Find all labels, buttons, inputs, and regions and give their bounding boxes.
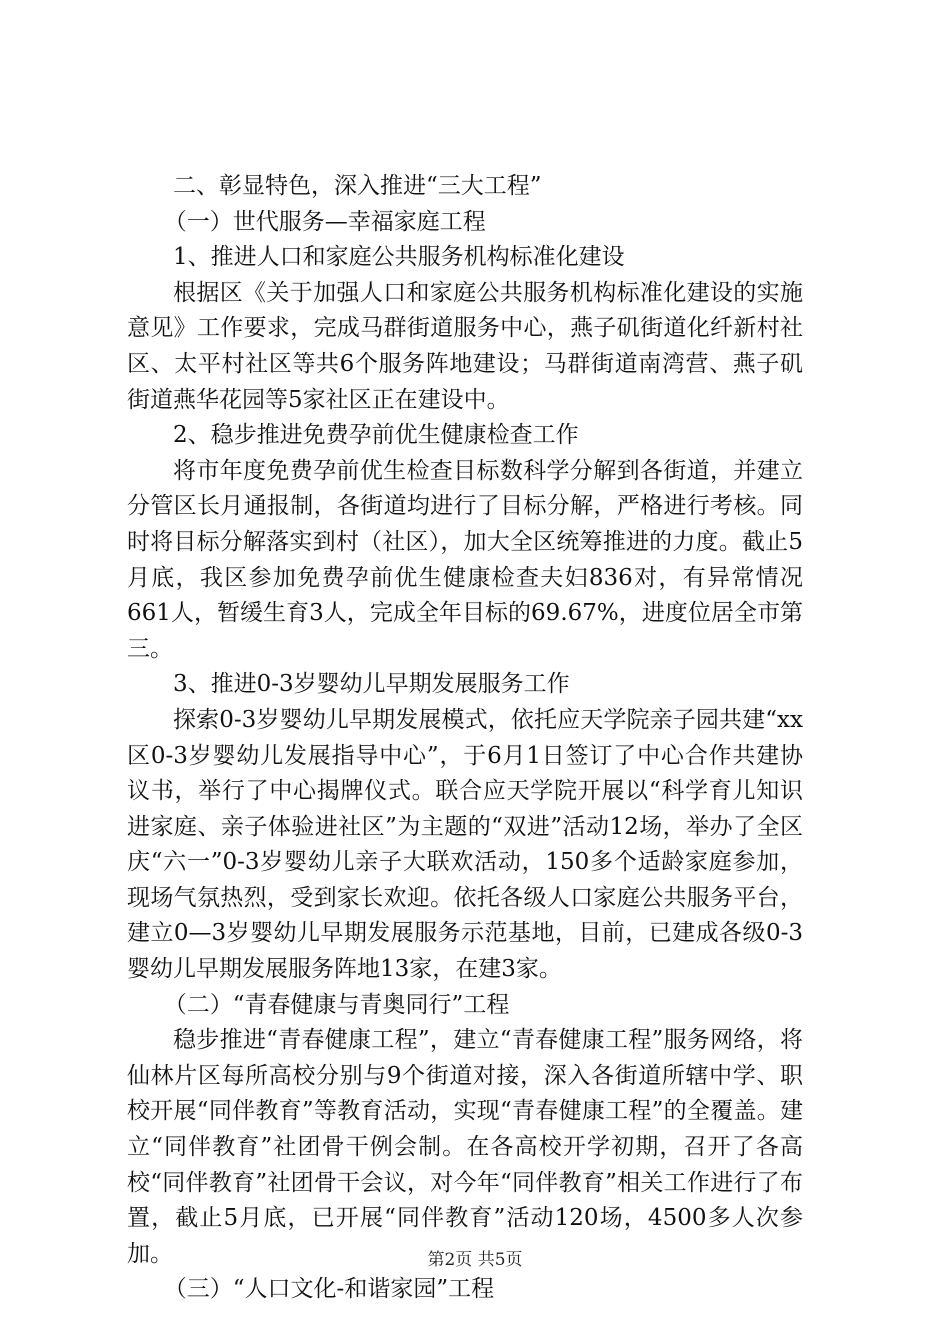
- item-paragraph-1: 根据区《关于加强人口和家庭公共服务机构标准化建设的实施意见》工作要求，完成马群街道服务中心，燕子矶街道化纤新村社区、太平村社区等共6个服务阵地建设；马群街道南湾营、燕子矶街道燕华花园等5家社区正在建设中。: [127, 279, 803, 413]
- section-heading: 二、彰显特色，深入推进“三大工程”: [173, 173, 542, 199]
- subsection-heading-3: （三）“人口文化-和谐家园”工程: [163, 1276, 495, 1303]
- item-heading-2: 2、稳步推进免费孕前优生健康检查工作: [173, 422, 579, 449]
- subsection-heading-2: （二）“青春健康与青奥同行”工程: [163, 991, 510, 1018]
- subsection-paragraph-2: 稳步推进“青春健康工程”，建立“青春健康工程”服务网络，将仙林片区每所高校分别与9个街道对接，深入各街道所辖中学、职校开展“同伴教育”等教育活动，实现“青春健康工程”的全覆盖。建立“同伴教育”社团骨干例会制。在各高校开学初期，召开了各高校“同伴教育”社团骨干会议，对今年“同伴教育”相关工作进行了布置，截止5月底，已开展“同伴教育”活动120场，4500多人次参加。: [127, 1027, 803, 1267]
- page-number: 第2页 共5页: [427, 1250, 523, 1270]
- page-footer: [0, 1245, 950, 1270]
- item-paragraph-2: 将市年度免费孕前优生检查目标数科学分解到各街道，并建立分管区长月通报制，各街道均进行了目标分解，严格进行考核。同时将目标分解落实到村（社区），加大全区统筹推进的力度。截止5月底，我区参加免费孕前优生健康检查夫妇836对，有异常情况661人，暂缓生育3人，完成全年目标的69.67%，进度位居全市第三。: [127, 457, 803, 662]
- item-heading-3: 3、推进0-3岁婴幼儿早期发展服务工作: [173, 671, 570, 698]
- item-heading-1: 1、推进人口和家庭公共服务机构标准化建设: [173, 244, 625, 271]
- item-paragraph-3: 探索0-3岁婴幼儿早期发展模式，依托应天学院亲子园共建“xx区0-3岁婴幼儿发展指导中心”，于6月1日签订了中心合作共建协议书，举行了中心揭牌仪式。联合应天学院开展以“科学育儿知识进家庭、亲子体验进社区”为主题的“双进”活动12场，举办了全区庆“六一”0-3岁婴幼儿亲子大联欢活动，150多个适龄家庭参加，现场气氛热烈，受到家长欢迎。依托各级人口家庭公共服务平台，建立0—3岁婴幼儿早期发展服务示范基地，目前，已建成各级0-3婴幼儿早期发展服务阵地13家，在建3家。: [127, 706, 803, 983]
- subsection-heading-1: （一）世代服务—幸福家庭工程: [163, 208, 486, 235]
- document-body: [127, 169, 803, 1308]
